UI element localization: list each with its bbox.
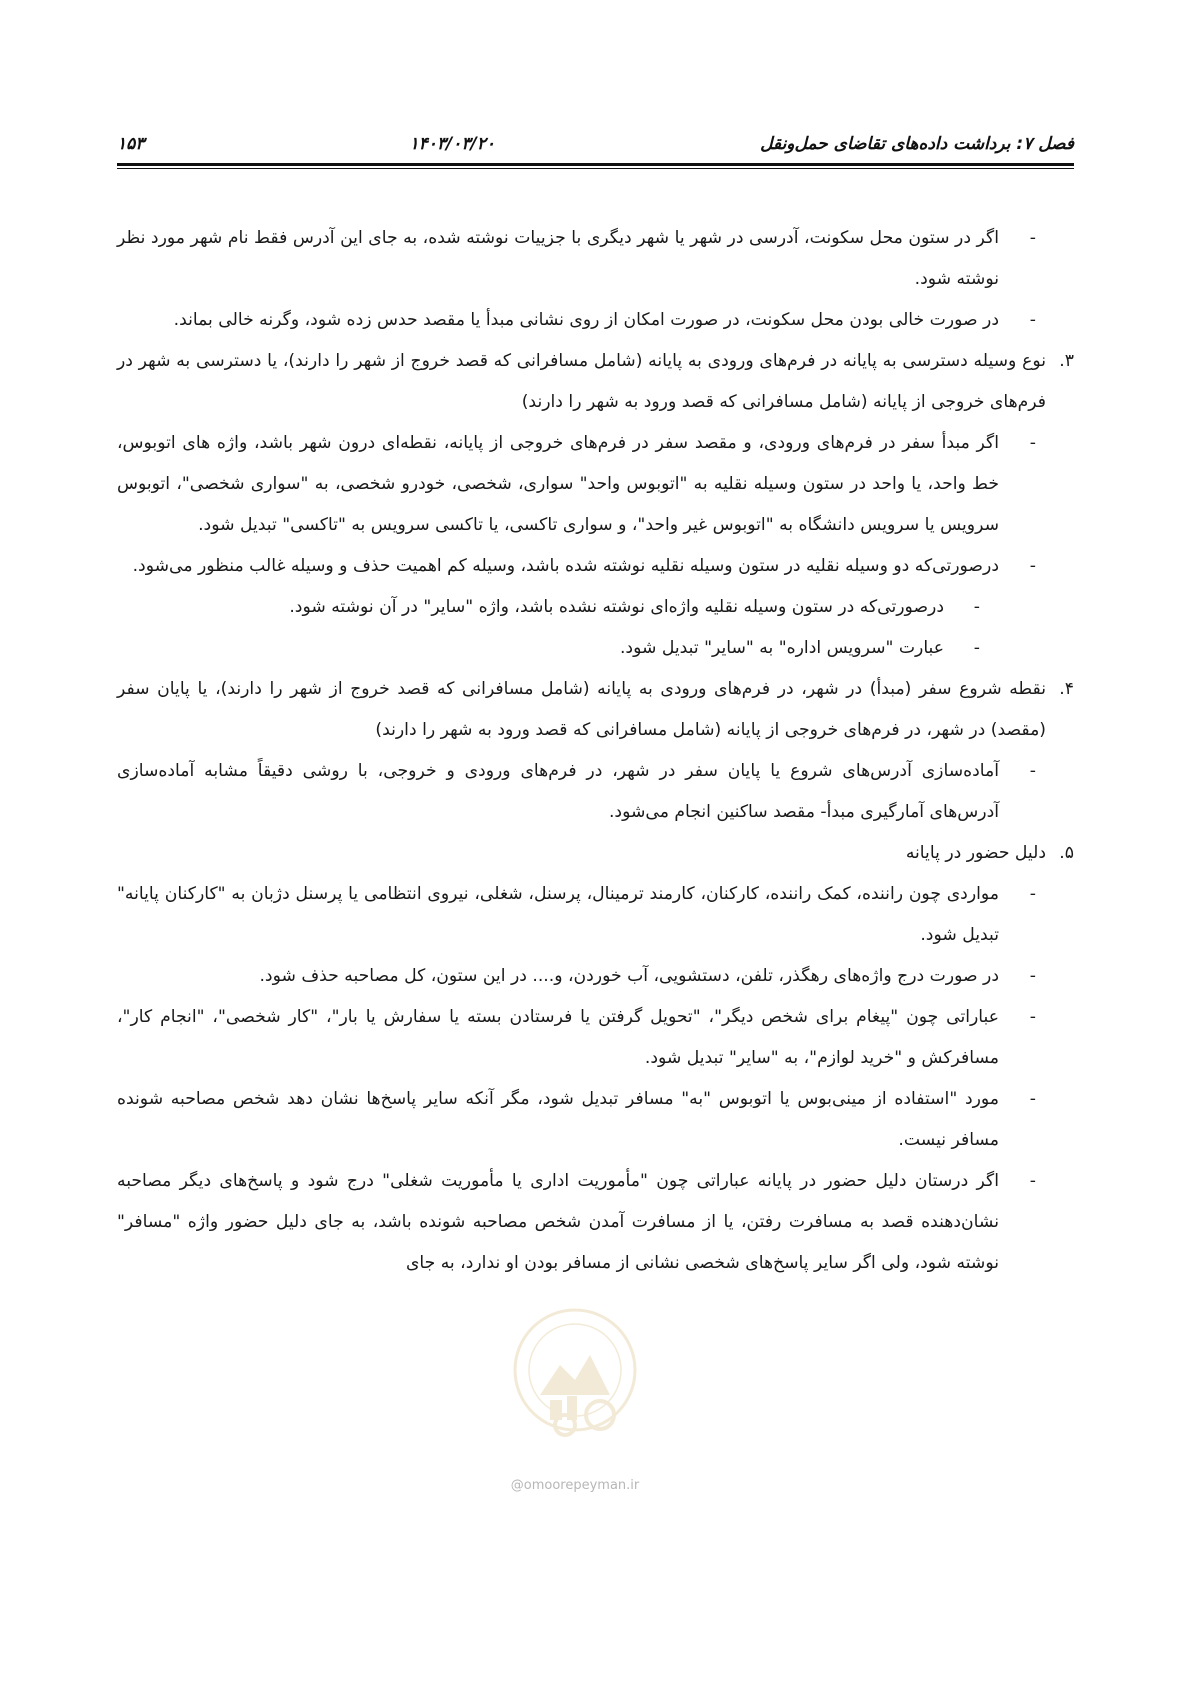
bullet-marker: - <box>1029 1089 1036 1109</box>
paragraph: مواردی چون راننده، کمک راننده، کارکنان، کارمند ترمینال، پرسنل، شغلی، نیروی انتظامی یا پرسنل دژبان به "کارکنان پایانه" تبدیل شود. <box>117 884 999 945</box>
page-header <box>117 128 1074 160</box>
paragraph: اگر در ستون محل سکونت، آدرسی در شهر یا شهر دیگری با جزییات نوشته شده، به جای این آدرس فقط نام شهر مورد نظر نوشته شود. <box>117 228 999 289</box>
paragraph: عباراتی چون "پیغام برای شخص دیگر"، "تحویل گرفتن یا فرستادن بسته یا سفارش یا بار"، "کار شخصی"، "انجام کار"، مسافرکش و "خرید لوازم"، به "سایر" تبدیل شود. <box>117 1007 999 1068</box>
watermark-logo <box>505 1300 645 1460</box>
list-item <box>117 587 1074 628</box>
paragraph: در صورت درج واژه‌های رهگذر، تلفن، دستشویی، آب خوردن، و.... در این ستون، کل مصاحبه حذف شود. <box>259 966 999 986</box>
list-item <box>117 751 1074 833</box>
paragraph: درصورتی‌که در ستون وسیله نقلیه واژه‌ای نوشته نشده باشد، واژه "سایر" در آن نوشته شود. <box>289 597 944 617</box>
paragraph: اگر درستان دلیل حضور در پایانه عباراتی چون "مأموریت اداری یا مأموریت شغلی" درج شود و پاسخ‌های دیگر مصاحبه نشان‌دهنده قصد به مسافرت رفتن، یا از مسافرت آمدن شخص مصاحبه شونده باشد، به جای دلیل حضور واژه "مسافر" نوشته شود، ولی اگر سایر پاسخ‌های شخصی نشانی از مسافر بودن او ندارد، به جای <box>117 1171 999 1273</box>
numbered-item <box>117 669 1074 751</box>
list-item <box>117 300 1074 341</box>
bullet-marker: - <box>1029 966 1036 986</box>
paragraph: آماده‌سازی آدرس‌های شروع یا پایان سفر در شهر، در فرم‌های ورودی و خروجی، با روشی دقیقاً مشابه آماده‌سازی آدرس‌های آمارگیری مبدأ- مقصد ساکنین انجام می‌شود. <box>117 761 999 822</box>
numbered-item <box>117 833 1074 874</box>
watermark-url: @omoorepeyman.ir <box>510 1478 640 1493</box>
bullet-marker: - <box>1029 761 1036 781</box>
paragraph: عبارت "سرویس اداره" به "سایر" تبدیل شود. <box>619 638 944 658</box>
list-item <box>117 874 1074 956</box>
paragraph: اگر مبدأ سفر در فرم‌های ورودی، و مقصد سفر در فرم‌های خروجی از پایانه، نقطه‌ای درون شهر باشد، واژه های اتوبوس، خط واحد، یا واحد در ستون وسیله نقلیه به "اتوبوس واحد" سواری، شخصی، خودرو شخصی، به "سواری شخصی"، اتوبوس سرویس یا سرویس دانشگاه به "اتوبوس غیر واحد"، و سواری تاکسی، یا تاکسی سرویس به "تاکسی" تبدیل شود. <box>117 433 999 535</box>
paragraph: دلیل حضور در پایانه <box>905 843 1046 863</box>
header-date: ۱۴۰۳/۰۳/۲۰ <box>409 134 495 154</box>
bullet-marker: - <box>1029 1171 1036 1191</box>
list-item <box>117 628 1074 669</box>
number-marker: ۵. <box>1059 843 1074 863</box>
bullet-marker: - <box>1029 433 1036 453</box>
list-item <box>117 956 1074 997</box>
list-item <box>117 1079 1074 1161</box>
number-marker: ۳. <box>1059 351 1074 371</box>
bullet-marker: - <box>1029 884 1036 904</box>
paragraph: مورد "استفاده از مینی‌بوس یا اتوبوس "به" مسافر تبدیل شود، مگر آنکه سایر پاسخ‌ها نشان دهد شخص مصاحبه شونده مسافر نیست. <box>117 1089 999 1150</box>
paragraph: نوع وسیله دسترسی به پایانه در فرم‌های ورودی به پایانه (شامل مسافرانی که قصد خروج از شهر را دارند)، یا دسترسی به شهر در فرم‌های خروجی از پایانه (شامل مسافرانی که قصد ورود به شهر را دارند) <box>117 351 1046 412</box>
chapter-title: فصل ۷: برداشت داده‌های تقاضای حمل‌ونقل <box>760 134 1074 154</box>
paragraph: در صورت خالی بودن محل سکونت، در صورت امکان از روی نشانی مبدأ یا مقصد حدس زده شود، وگرنه خالی بماند. <box>173 310 999 330</box>
page-number: ۱۵۳ <box>117 134 145 154</box>
list-item <box>117 997 1074 1079</box>
bullet-marker: - <box>973 597 980 617</box>
list-item <box>117 1161 1074 1284</box>
number-marker: ۴. <box>1059 679 1074 699</box>
bullet-marker: - <box>973 638 980 658</box>
bullet-marker: - <box>1029 1007 1036 1027</box>
header-rule <box>117 163 1074 166</box>
bullet-marker: - <box>1029 556 1036 576</box>
list-item <box>117 423 1074 546</box>
bullet-marker: - <box>1029 310 1036 330</box>
numbered-item <box>117 341 1074 423</box>
list-item <box>117 546 1074 587</box>
header-rule-thin <box>117 168 1074 169</box>
paragraph: درصورتی‌که دو وسیله نقلیه در ستون وسیله نقلیه نوشته شده باشد، وسیله کم اهمیت حذف و وسیله غالب منظور می‌شود. <box>132 556 999 576</box>
body-text <box>117 218 1074 1284</box>
list-item <box>117 218 1074 300</box>
bullet-marker: - <box>1029 228 1036 248</box>
paragraph: نقطه شروع سفر (مبدأ) در شهر، در فرم‌های ورودی به پایانه (شامل مسافرانی که قصد خروج از شهر را دارند)، یا پایان سفر (مقصد) در شهر، در فرم‌های خروجی از پایانه (شامل مسافرانی که قصد ورود به شهر را دارند) <box>117 679 1046 740</box>
